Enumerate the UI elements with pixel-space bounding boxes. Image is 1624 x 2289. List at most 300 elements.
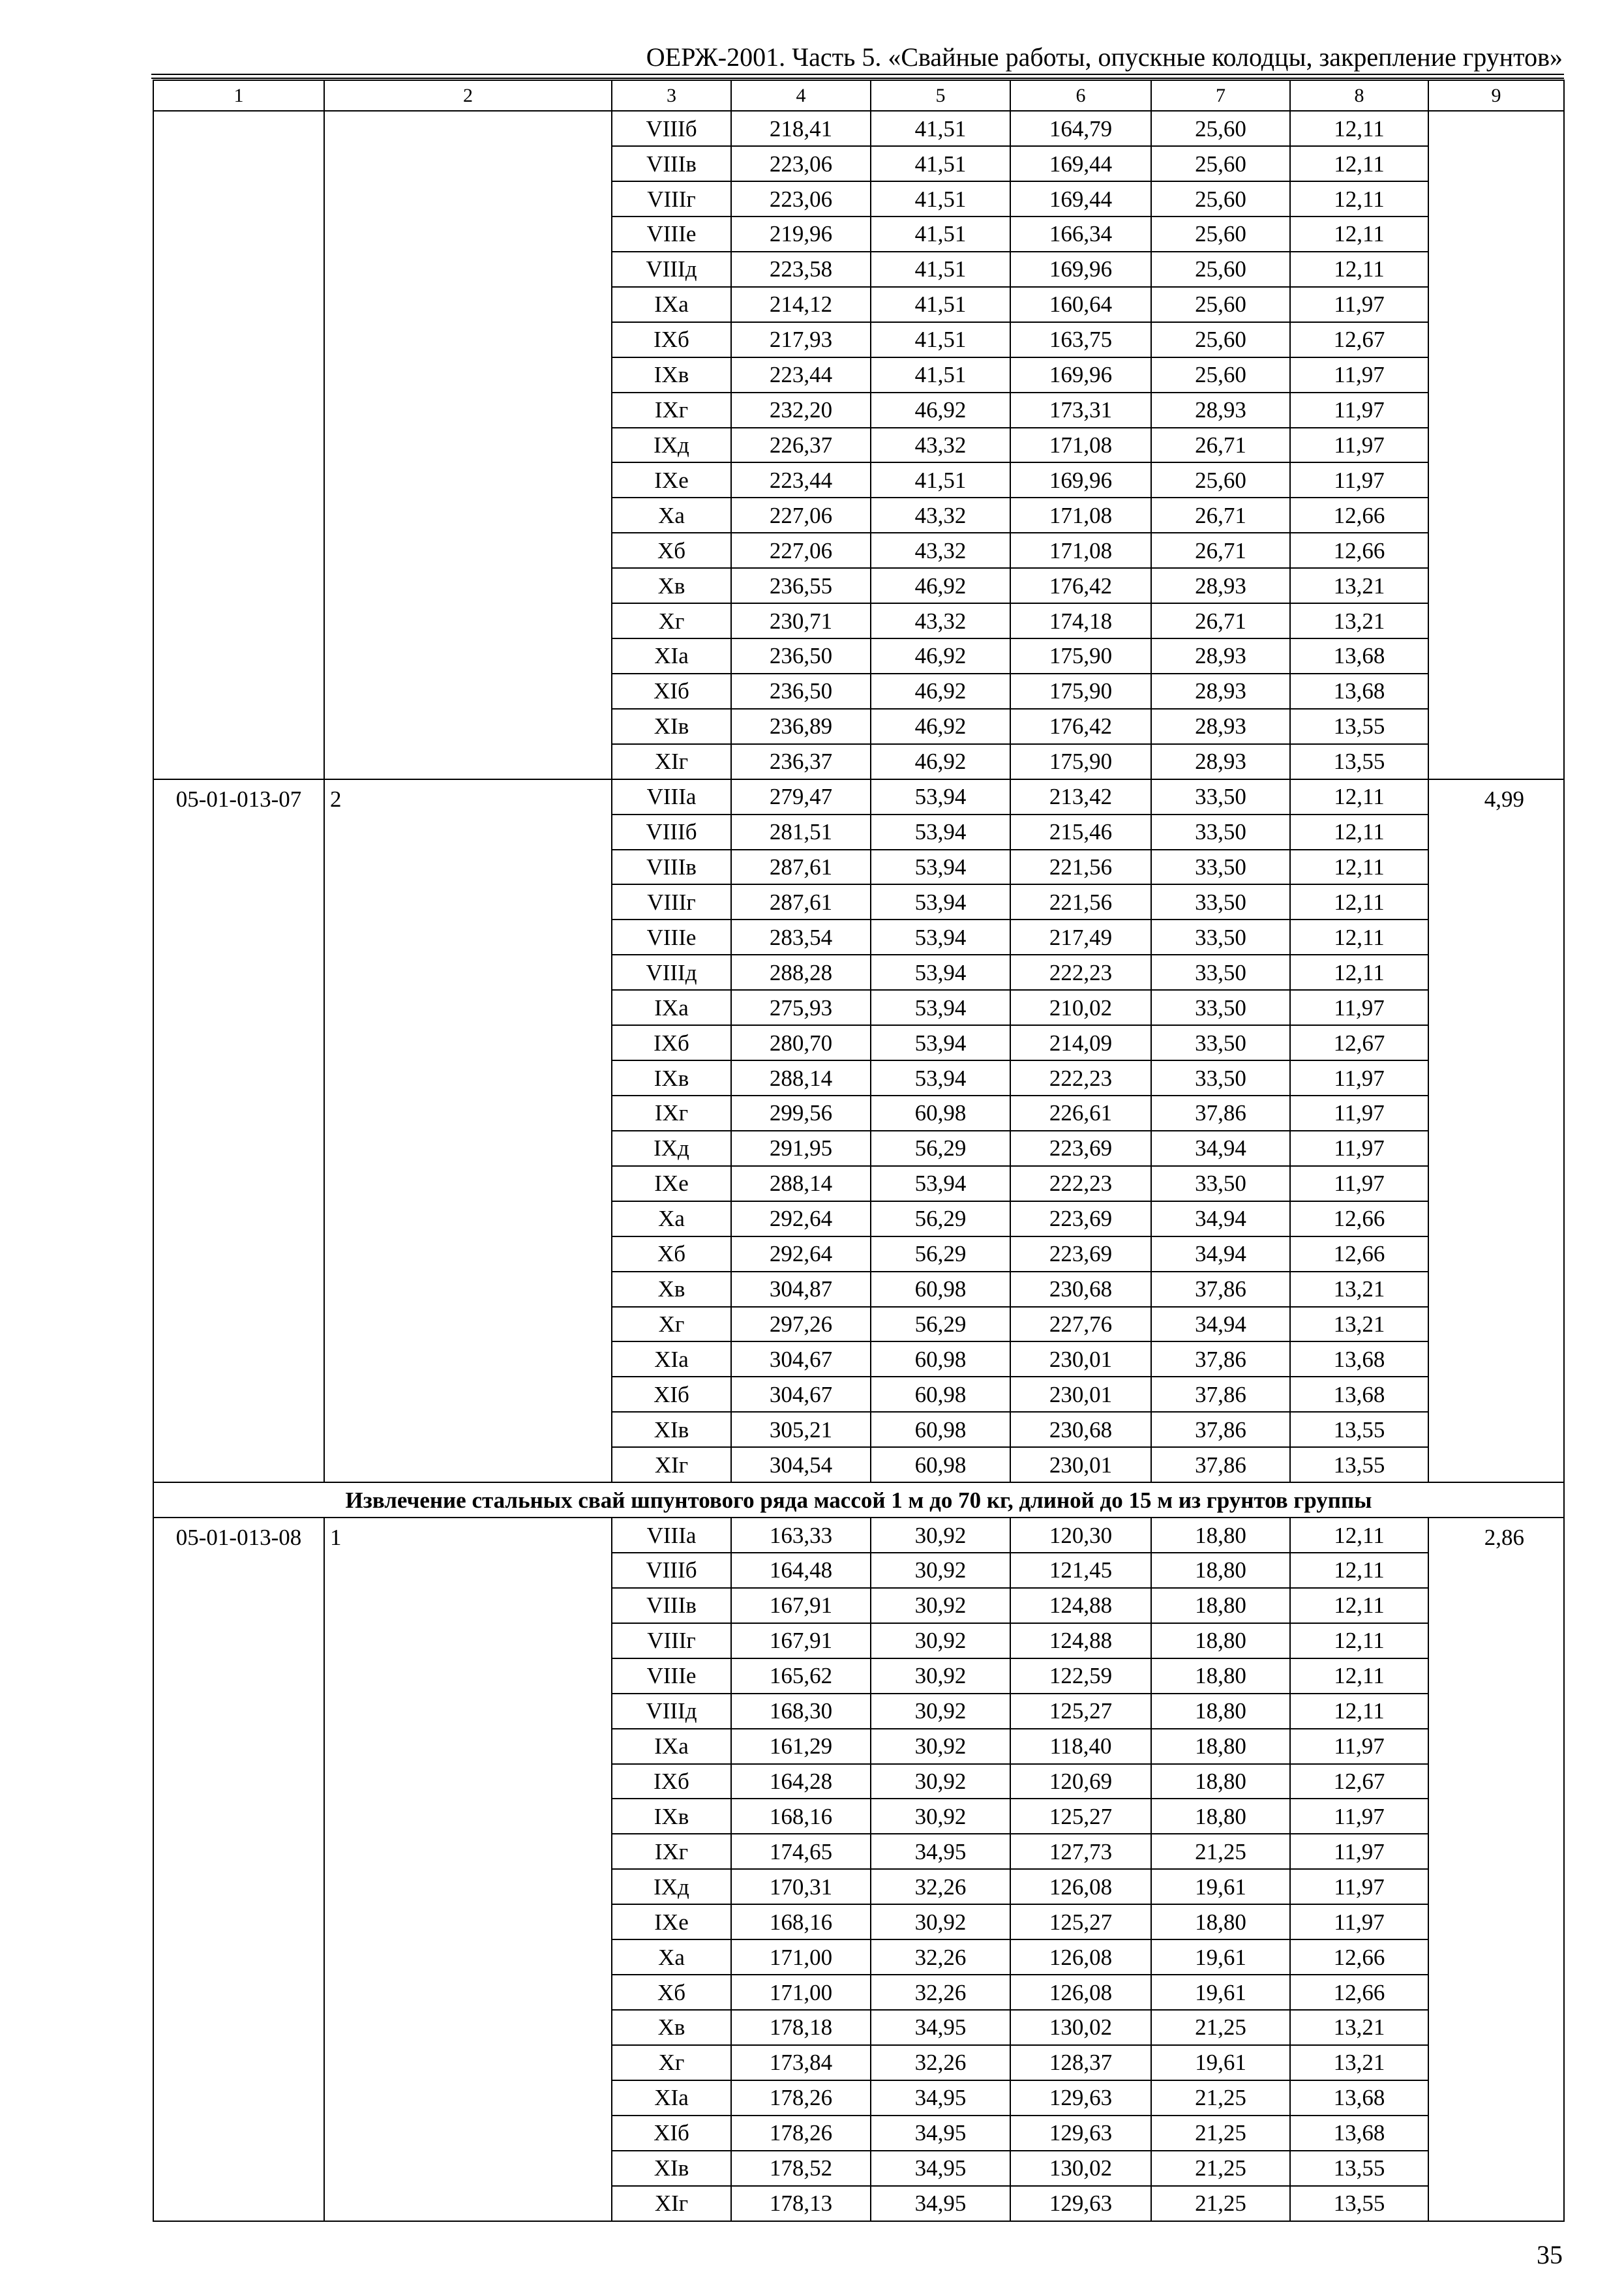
- machine-operation-cell: 221,56: [1010, 850, 1151, 885]
- machinist-wages-cell: 18,80: [1151, 1729, 1290, 1764]
- column-number: 8: [1290, 80, 1428, 111]
- machine-operation-cell: 129,63: [1010, 2186, 1151, 2221]
- machine-operation-cell: 126,08: [1010, 1869, 1151, 1904]
- wages-cell: 41,51: [871, 111, 1010, 146]
- machine-operation-cell: 125,27: [1010, 1904, 1151, 1939]
- machine-operation-cell: 169,44: [1010, 181, 1151, 217]
- wages-cell: 43,32: [871, 498, 1010, 533]
- soil-group-cell: VIIIг: [612, 884, 731, 920]
- machinist-wages-cell: 33,50: [1151, 955, 1290, 990]
- machinist-wages-cell: 21,25: [1151, 2010, 1290, 2045]
- machine-operation-cell: 230,68: [1010, 1272, 1151, 1307]
- labor-hours-cell: 12,11: [1290, 1694, 1428, 1729]
- labor-hours-cell: 12,11: [1290, 850, 1428, 885]
- soil-group-cell: IXе: [612, 1904, 731, 1939]
- machinist-wages-cell: 37,86: [1151, 1341, 1290, 1377]
- labor-hours-cell: 12,66: [1290, 498, 1428, 533]
- direct-costs-cell: 299,56: [731, 1096, 871, 1131]
- direct-costs-cell: 292,64: [731, 1201, 871, 1236]
- machine-operation-cell: 175,90: [1010, 638, 1151, 674]
- machine-operation-cell: 227,76: [1010, 1307, 1151, 1342]
- wages-cell: 30,92: [871, 1588, 1010, 1623]
- machinist-wages-cell: 28,93: [1151, 393, 1290, 428]
- labor-hours-cell: 12,11: [1290, 1588, 1428, 1623]
- labor-hours-cell: 11,97: [1290, 357, 1428, 393]
- labor-hours-cell: 12,66: [1290, 1236, 1428, 1272]
- soil-group-cell: XIг: [612, 1447, 731, 1482]
- machine-operation-cell: 120,69: [1010, 1764, 1151, 1799]
- soil-group-cell: Xв: [612, 568, 731, 603]
- soil-group-cell: XIб: [612, 674, 731, 709]
- direct-costs-cell: 178,26: [731, 2080, 871, 2116]
- column-number: 2: [324, 80, 612, 111]
- wages-cell: 46,92: [871, 393, 1010, 428]
- wages-cell: 46,92: [871, 709, 1010, 744]
- direct-costs-cell: 178,18: [731, 2010, 871, 2045]
- machine-operation-cell: 124,88: [1010, 1588, 1151, 1623]
- machinist-wages-cell: 33,50: [1151, 815, 1290, 850]
- wages-cell: 41,51: [871, 217, 1010, 252]
- labor-hours-cell: 12,66: [1290, 1975, 1428, 2010]
- direct-costs-cell: 223,44: [731, 357, 871, 393]
- column-number: 4: [731, 80, 871, 111]
- machine-operation-cell: 176,42: [1010, 568, 1151, 603]
- labor-hours-cell: 11,97: [1290, 1834, 1428, 1869]
- labor-hours-cell: 12,11: [1290, 1518, 1428, 1553]
- labor-hours-cell: 13,55: [1290, 709, 1428, 744]
- machine-operation-cell: 171,08: [1010, 533, 1151, 568]
- machinist-wages-cell: 28,93: [1151, 744, 1290, 779]
- direct-costs-cell: 163,33: [731, 1518, 871, 1553]
- section-title: Извлечение стальных свай шпунтового ряда массой 1 м до 70 кг, длиной до 15 м из грунтов группы: [153, 1482, 1564, 1518]
- labor-hours-cell: 12,11: [1290, 920, 1428, 955]
- soil-group-cell: IXд: [612, 428, 731, 463]
- direct-costs-cell: 165,62: [731, 1658, 871, 1694]
- machine-operation-cell: 166,34: [1010, 217, 1151, 252]
- labor-hours-cell: 13,21: [1290, 2045, 1428, 2080]
- labor-hours-cell: 11,97: [1290, 1096, 1428, 1131]
- machine-operation-cell: 222,23: [1010, 955, 1151, 990]
- machine-operation-cell: 169,96: [1010, 462, 1151, 498]
- wages-cell: 53,94: [871, 850, 1010, 885]
- wages-cell: 56,29: [871, 1131, 1010, 1166]
- wages-cell: 53,94: [871, 1025, 1010, 1060]
- soil-group-cell: XIа: [612, 1341, 731, 1377]
- machinist-wages-cell: 18,80: [1151, 1799, 1290, 1834]
- machinist-wages-cell: 37,86: [1151, 1377, 1290, 1412]
- soil-group-cell: IXд: [612, 1131, 731, 1166]
- machinist-wages-cell: 19,61: [1151, 1869, 1290, 1904]
- machinist-wages-cell: 28,93: [1151, 674, 1290, 709]
- machine-operation-cell: 127,73: [1010, 1834, 1151, 1869]
- direct-costs-cell: 292,64: [731, 1236, 871, 1272]
- direct-costs-cell: 304,67: [731, 1341, 871, 1377]
- machinist-labor-total: 2,86: [1428, 1518, 1564, 2221]
- machinist-wages-cell: 26,71: [1151, 498, 1290, 533]
- labor-hours-cell: 12,11: [1290, 884, 1428, 920]
- soil-group-cell: VIIIе: [612, 1658, 731, 1694]
- labor-hours-cell: 12,66: [1290, 533, 1428, 568]
- machine-operation-cell: 171,08: [1010, 498, 1151, 533]
- machine-operation-cell: 121,45: [1010, 1553, 1151, 1588]
- wages-cell: 43,32: [871, 603, 1010, 638]
- machinist-wages-cell: 19,61: [1151, 1975, 1290, 2010]
- machinist-wages-cell: 25,60: [1151, 462, 1290, 498]
- machine-operation-cell: 210,02: [1010, 990, 1151, 1025]
- labor-hours-cell: 12,11: [1290, 1553, 1428, 1588]
- direct-costs-cell: 170,31: [731, 1869, 871, 1904]
- header-rule-top: [151, 74, 1564, 75]
- machinist-labor-total: [1428, 111, 1564, 779]
- direct-costs-cell: 227,06: [731, 533, 871, 568]
- wages-cell: 30,92: [871, 1904, 1010, 1939]
- soil-group-cell: XIа: [612, 2080, 731, 2116]
- labor-hours-cell: 12,11: [1290, 955, 1428, 990]
- table-row: [153, 779, 1564, 815]
- machine-operation-cell: 214,09: [1010, 1025, 1151, 1060]
- labor-hours-cell: 11,97: [1290, 287, 1428, 322]
- soil-group-cell: Xа: [612, 1939, 731, 1975]
- machine-operation-cell: 176,42: [1010, 709, 1151, 744]
- soil-group-cell: IXг: [612, 1834, 731, 1869]
- column-number: 6: [1010, 80, 1151, 111]
- variant-number: 2: [324, 779, 612, 1482]
- wages-cell: 34,95: [871, 1834, 1010, 1869]
- machine-operation-cell: 122,59: [1010, 1658, 1151, 1694]
- wages-cell: 53,94: [871, 1060, 1010, 1096]
- soil-group-cell: VIIIд: [612, 252, 731, 287]
- wages-cell: 53,94: [871, 955, 1010, 990]
- machinist-wages-cell: 21,25: [1151, 1834, 1290, 1869]
- direct-costs-cell: 223,06: [731, 146, 871, 181]
- machinist-wages-cell: 18,80: [1151, 1904, 1290, 1939]
- labor-hours-cell: 12,11: [1290, 1658, 1428, 1694]
- machine-operation-cell: 126,08: [1010, 1939, 1151, 1975]
- soil-group-cell: Xб: [612, 533, 731, 568]
- direct-costs-cell: 171,00: [731, 1939, 871, 1975]
- direct-costs-cell: 161,29: [731, 1729, 871, 1764]
- labor-hours-cell: 13,68: [1290, 2116, 1428, 2151]
- soil-group-cell: Xв: [612, 1272, 731, 1307]
- machine-operation-cell: 164,79: [1010, 111, 1151, 146]
- direct-costs-cell: 168,16: [731, 1904, 871, 1939]
- machinist-wages-cell: 33,50: [1151, 1060, 1290, 1096]
- machinist-wages-cell: 33,50: [1151, 779, 1290, 815]
- machinist-wages-cell: 26,71: [1151, 603, 1290, 638]
- soil-group-cell: VIIIв: [612, 146, 731, 181]
- soil-group-cell: VIIIа: [612, 779, 731, 815]
- direct-costs-cell: 291,95: [731, 1131, 871, 1166]
- wages-cell: 30,92: [871, 1729, 1010, 1764]
- wages-cell: 34,95: [871, 2010, 1010, 2045]
- direct-costs-cell: 230,71: [731, 603, 871, 638]
- direct-costs-cell: 236,37: [731, 744, 871, 779]
- machine-operation-cell: 226,61: [1010, 1096, 1151, 1131]
- labor-hours-cell: 13,21: [1290, 1307, 1428, 1342]
- machinist-wages-cell: 37,86: [1151, 1096, 1290, 1131]
- soil-group-cell: XIг: [612, 2186, 731, 2221]
- labor-hours-cell: 13,68: [1290, 638, 1428, 674]
- machine-operation-cell: 230,68: [1010, 1412, 1151, 1447]
- machinist-wages-cell: 21,25: [1151, 2151, 1290, 2186]
- machinist-wages-cell: 25,60: [1151, 322, 1290, 357]
- soil-group-cell: IXб: [612, 1025, 731, 1060]
- column-number: 5: [871, 80, 1010, 111]
- labor-hours-cell: 12,11: [1290, 779, 1428, 815]
- machinist-wages-cell: 25,60: [1151, 357, 1290, 393]
- labor-hours-cell: 13,55: [1290, 2186, 1428, 2221]
- machine-operation-cell: 223,69: [1010, 1236, 1151, 1272]
- soil-group-cell: IXа: [612, 990, 731, 1025]
- wages-cell: 53,94: [871, 1166, 1010, 1201]
- labor-hours-cell: 11,97: [1290, 462, 1428, 498]
- direct-costs-cell: 275,93: [731, 990, 871, 1025]
- wages-cell: 34,95: [871, 2186, 1010, 2221]
- soil-group-cell: IXд: [612, 1869, 731, 1904]
- soil-group-cell: IXв: [612, 357, 731, 393]
- soil-group-cell: IXа: [612, 1729, 731, 1764]
- direct-costs-cell: 164,48: [731, 1553, 871, 1588]
- machinist-wages-cell: 28,93: [1151, 638, 1290, 674]
- soil-group-cell: VIIIд: [612, 1694, 731, 1729]
- direct-costs-cell: 288,28: [731, 955, 871, 990]
- soil-group-cell: XIа: [612, 638, 731, 674]
- wages-cell: 60,98: [871, 1272, 1010, 1307]
- machinist-wages-cell: 26,71: [1151, 533, 1290, 568]
- soil-group-cell: IXг: [612, 1096, 731, 1131]
- soil-group-cell: XIб: [612, 1377, 731, 1412]
- machine-operation-cell: 120,30: [1010, 1518, 1151, 1553]
- soil-group-cell: IXа: [612, 287, 731, 322]
- soil-group-cell: VIIIв: [612, 850, 731, 885]
- machinist-wages-cell: 19,61: [1151, 1939, 1290, 1975]
- machinist-wages-cell: 18,80: [1151, 1623, 1290, 1658]
- wages-cell: 60,98: [871, 1096, 1010, 1131]
- variant-number: 1: [324, 1518, 612, 2221]
- soil-group-cell: IXе: [612, 462, 731, 498]
- machinist-wages-cell: 37,86: [1151, 1447, 1290, 1482]
- labor-hours-cell: 11,97: [1290, 1131, 1428, 1166]
- soil-group-cell: Xг: [612, 2045, 731, 2080]
- section-title-row: [153, 1482, 1564, 1518]
- direct-costs-cell: 232,20: [731, 393, 871, 428]
- wages-cell: 53,94: [871, 815, 1010, 850]
- rates-table: [153, 80, 1565, 2222]
- machine-operation-cell: 169,44: [1010, 146, 1151, 181]
- machinist-wages-cell: 37,86: [1151, 1272, 1290, 1307]
- labor-hours-cell: 13,55: [1290, 2151, 1428, 2186]
- machinist-wages-cell: 33,50: [1151, 990, 1290, 1025]
- direct-costs-cell: 214,12: [731, 287, 871, 322]
- labor-hours-cell: 12,67: [1290, 1764, 1428, 1799]
- direct-costs-cell: 171,00: [731, 1975, 871, 2010]
- machine-operation-cell: 125,27: [1010, 1799, 1151, 1834]
- direct-costs-cell: 304,87: [731, 1272, 871, 1307]
- direct-costs-cell: 168,30: [731, 1694, 871, 1729]
- wages-cell: 60,98: [871, 1447, 1010, 1482]
- labor-hours-cell: 11,97: [1290, 1869, 1428, 1904]
- machinist-wages-cell: 25,60: [1151, 111, 1290, 146]
- column-number: 9: [1428, 80, 1564, 111]
- labor-hours-cell: 12,11: [1290, 815, 1428, 850]
- wages-cell: 46,92: [871, 638, 1010, 674]
- machinist-wages-cell: 34,94: [1151, 1131, 1290, 1166]
- machinist-wages-cell: 21,25: [1151, 2080, 1290, 2116]
- soil-group-cell: XIв: [612, 709, 731, 744]
- machine-operation-cell: 230,01: [1010, 1447, 1151, 1482]
- direct-costs-cell: 164,28: [731, 1764, 871, 1799]
- labor-hours-cell: 12,67: [1290, 322, 1428, 357]
- labor-hours-cell: 11,97: [1290, 428, 1428, 463]
- machine-operation-cell: 173,31: [1010, 393, 1151, 428]
- column-number-row: [153, 80, 1564, 111]
- machine-operation-cell: 163,75: [1010, 322, 1151, 357]
- direct-costs-cell: 279,47: [731, 779, 871, 815]
- machine-operation-cell: 175,90: [1010, 744, 1151, 779]
- direct-costs-cell: 226,37: [731, 428, 871, 463]
- machine-operation-cell: 126,08: [1010, 1975, 1151, 2010]
- wages-cell: 60,98: [871, 1412, 1010, 1447]
- labor-hours-cell: 12,11: [1290, 111, 1428, 146]
- wages-cell: 53,94: [871, 920, 1010, 955]
- machine-operation-cell: 169,96: [1010, 357, 1151, 393]
- wages-cell: 41,51: [871, 462, 1010, 498]
- machinist-wages-cell: 18,80: [1151, 1518, 1290, 1553]
- soil-group-cell: XIг: [612, 744, 731, 779]
- direct-costs-cell: 288,14: [731, 1060, 871, 1096]
- machinist-wages-cell: 18,80: [1151, 1694, 1290, 1729]
- direct-costs-cell: 288,14: [731, 1166, 871, 1201]
- labor-hours-cell: 11,97: [1290, 1060, 1428, 1096]
- direct-costs-cell: 281,51: [731, 815, 871, 850]
- labor-hours-cell: 11,97: [1290, 1166, 1428, 1201]
- soil-group-cell: IXб: [612, 1764, 731, 1799]
- machine-operation-cell: 223,69: [1010, 1131, 1151, 1166]
- machine-operation-cell: 230,01: [1010, 1341, 1151, 1377]
- wages-cell: 30,92: [871, 1623, 1010, 1658]
- rate-code: 05-01-013-07: [153, 779, 324, 1482]
- machinist-wages-cell: 33,50: [1151, 920, 1290, 955]
- wages-cell: 32,26: [871, 1975, 1010, 2010]
- soil-group-cell: Xг: [612, 603, 731, 638]
- wages-cell: 32,26: [871, 1939, 1010, 1975]
- labor-hours-cell: 12,11: [1290, 181, 1428, 217]
- machinist-wages-cell: 34,94: [1151, 1236, 1290, 1272]
- wages-cell: 56,29: [871, 1236, 1010, 1272]
- soil-group-cell: IXг: [612, 393, 731, 428]
- soil-group-cell: VIIIд: [612, 955, 731, 990]
- variant-number: [324, 111, 612, 779]
- labor-hours-cell: 11,97: [1290, 1904, 1428, 1939]
- labor-hours-cell: 13,68: [1290, 2080, 1428, 2116]
- wages-cell: 43,32: [871, 533, 1010, 568]
- rate-code: 05-01-013-08: [153, 1518, 324, 2221]
- table-row: [153, 1518, 1564, 1553]
- machine-operation-cell: 124,88: [1010, 1623, 1151, 1658]
- machinist-wages-cell: 25,60: [1151, 217, 1290, 252]
- wages-cell: 46,92: [871, 744, 1010, 779]
- direct-costs-cell: 173,84: [731, 2045, 871, 2080]
- machine-operation-cell: 130,02: [1010, 2151, 1151, 2186]
- column-number: 7: [1151, 80, 1290, 111]
- rate-code: [153, 111, 324, 779]
- machinist-labor-total: 4,99: [1428, 779, 1564, 1482]
- machine-operation-cell: 129,63: [1010, 2080, 1151, 2116]
- machinist-wages-cell: 25,60: [1151, 146, 1290, 181]
- direct-costs-cell: 168,16: [731, 1799, 871, 1834]
- direct-costs-cell: 304,67: [731, 1377, 871, 1412]
- wages-cell: 43,32: [871, 428, 1010, 463]
- wages-cell: 30,92: [871, 1799, 1010, 1834]
- direct-costs-cell: 219,96: [731, 217, 871, 252]
- direct-costs-cell: 280,70: [731, 1025, 871, 1060]
- labor-hours-cell: 11,97: [1290, 1799, 1428, 1834]
- wages-cell: 41,51: [871, 287, 1010, 322]
- machinist-wages-cell: 33,50: [1151, 884, 1290, 920]
- wages-cell: 60,98: [871, 1377, 1010, 1412]
- soil-group-cell: Xа: [612, 1201, 731, 1236]
- soil-group-cell: VIIIб: [612, 815, 731, 850]
- machine-operation-cell: 118,40: [1010, 1729, 1151, 1764]
- wages-cell: 34,95: [871, 2116, 1010, 2151]
- wages-cell: 32,26: [871, 2045, 1010, 2080]
- wages-cell: 53,94: [871, 884, 1010, 920]
- soil-group-cell: VIIIб: [612, 1553, 731, 1588]
- wages-cell: 60,98: [871, 1341, 1010, 1377]
- labor-hours-cell: 13,68: [1290, 1377, 1428, 1412]
- labor-hours-cell: 12,66: [1290, 1939, 1428, 1975]
- labor-hours-cell: 12,11: [1290, 146, 1428, 181]
- machinist-wages-cell: 18,80: [1151, 1553, 1290, 1588]
- machine-operation-cell: 215,46: [1010, 815, 1151, 850]
- machine-operation-cell: 222,23: [1010, 1060, 1151, 1096]
- machinist-wages-cell: 34,94: [1151, 1201, 1290, 1236]
- machinist-wages-cell: 34,94: [1151, 1307, 1290, 1342]
- machinist-wages-cell: 33,50: [1151, 1025, 1290, 1060]
- machinist-wages-cell: 28,93: [1151, 709, 1290, 744]
- machine-operation-cell: 171,08: [1010, 428, 1151, 463]
- machine-operation-cell: 221,56: [1010, 884, 1151, 920]
- machinist-wages-cell: 33,50: [1151, 1166, 1290, 1201]
- direct-costs-cell: 304,54: [731, 1447, 871, 1482]
- machinist-wages-cell: 26,71: [1151, 428, 1290, 463]
- soil-group-cell: XIв: [612, 2151, 731, 2186]
- soil-group-cell: Xв: [612, 2010, 731, 2045]
- labor-hours-cell: 11,97: [1290, 393, 1428, 428]
- direct-costs-cell: 287,61: [731, 850, 871, 885]
- wages-cell: 41,51: [871, 146, 1010, 181]
- direct-costs-cell: 174,65: [731, 1834, 871, 1869]
- machine-operation-cell: 125,27: [1010, 1694, 1151, 1729]
- direct-costs-cell: 223,06: [731, 181, 871, 217]
- machine-operation-cell: 222,23: [1010, 1166, 1151, 1201]
- wages-cell: 53,94: [871, 990, 1010, 1025]
- machinist-wages-cell: 21,25: [1151, 2186, 1290, 2221]
- wages-cell: 32,26: [871, 1869, 1010, 1904]
- labor-hours-cell: 13,68: [1290, 674, 1428, 709]
- direct-costs-cell: 236,89: [731, 709, 871, 744]
- soil-group-cell: Xа: [612, 498, 731, 533]
- machinist-wages-cell: 21,25: [1151, 2116, 1290, 2151]
- soil-group-cell: IXб: [612, 322, 731, 357]
- soil-group-cell: Xб: [612, 1236, 731, 1272]
- wages-cell: 41,51: [871, 252, 1010, 287]
- machine-operation-cell: 169,96: [1010, 252, 1151, 287]
- labor-hours-cell: 13,21: [1290, 603, 1428, 638]
- wages-cell: 41,51: [871, 357, 1010, 393]
- machine-operation-cell: 130,02: [1010, 2010, 1151, 2045]
- direct-costs-cell: 236,50: [731, 638, 871, 674]
